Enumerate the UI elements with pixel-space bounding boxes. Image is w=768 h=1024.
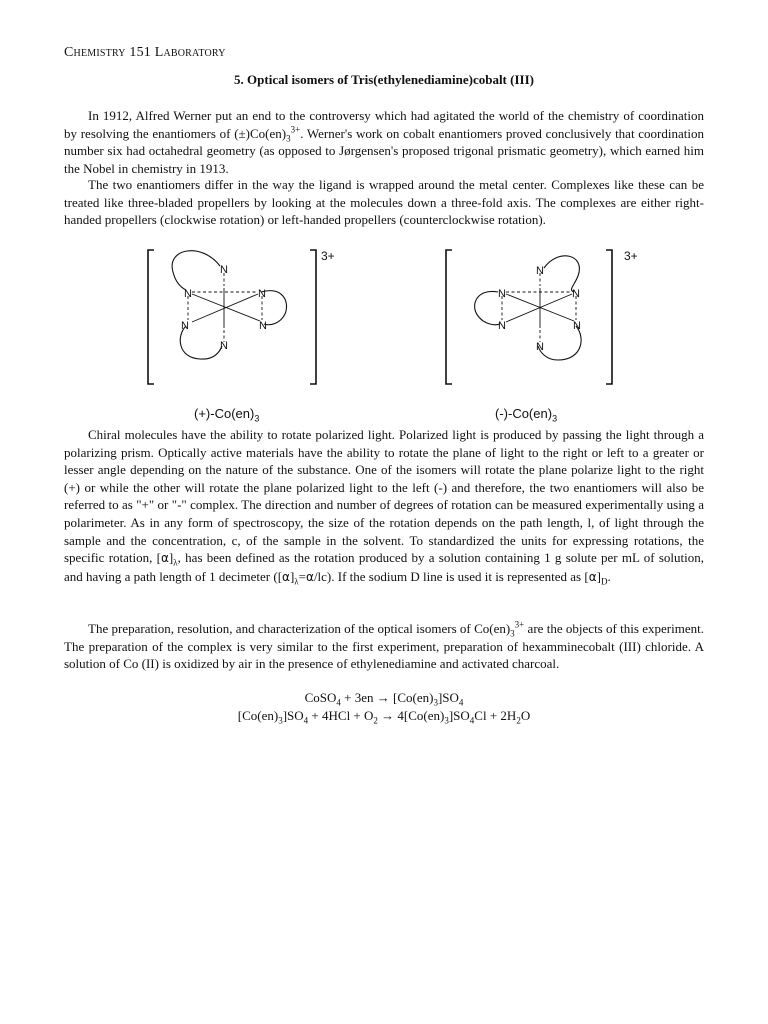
plus-enantiomer-diagram (140, 246, 350, 390)
minus-enantiomer-caption: $(-)-Co(en)_3$ (495, 406, 558, 424)
section-title: 5. Optical isomers of Tris(ethylenediamine)cobalt (III) (234, 72, 534, 87)
nitrogen-atom-label: N (220, 264, 228, 276)
left-bracket (446, 250, 452, 384)
left-bracket (148, 250, 154, 384)
nitrogen-atom-label: N (573, 320, 581, 332)
charge-label: 3+ (624, 249, 638, 263)
nitrogen-atom-label: N (498, 288, 506, 300)
charge-label: 3+ (321, 249, 335, 263)
plus-enantiomer-caption: $(+)-Co(en)_3$ (194, 406, 260, 424)
page-header: Chemistry 151 Laboratory (64, 45, 226, 60)
nitrogen-atom-label: N (258, 288, 266, 300)
chelate-ring-left (475, 291, 500, 324)
equation-2: $[Co(en)_3]SO_4 + 4HCl + O_2 \to 4[Co(en)_3]SO_4Cl + 2H_2O$ (237, 708, 531, 726)
right-bracket (606, 250, 612, 384)
nitrogen-atom-label: N (572, 288, 580, 300)
paragraph-preparation: The preparation, resolution, and characterization of the optical isomers of $Co(en)_3^{3+}$ are the objects of this experiment. The preparation of the complex is very similar to the first experiment, preparation of hexamminecobalt (III) chloride. A solution of Co (II) is oxidized by air in the presence of ethylenediamine and activated charcoal. (64, 619, 704, 672)
nitrogen-atom-label: N (181, 320, 189, 332)
minus-enantiomer-diagram (434, 246, 654, 390)
paragraph-werner: In 1912, Alfred Werner put an end to the controversy which had agitated the world of the chemistry of coordination by resolving the enantiomers of $(\pm)Co(en)_3^{3+}$. Werner's work on cobalt enantiomers proved conclusively that coordination number six had octahedral geometry (as opposed to Jørgensen's proposed trigonal prismatic geometry), which earned him the Nobel in chemistry in 1913. (64, 108, 704, 176)
nitrogen-atom-label: N (536, 265, 544, 277)
paragraph-optical-rotation: Chiral molecules have the ability to rotate polarized light. Polarized light is produced by passing the light through a polarizing prism. Optically active materials have the ability to rotate the plane of light to the right or left to a greater or lesser angle depending on the nature of the substance. One of the isomers will rotate the plane polarize light to the right (+) or while the other will rotate the plane polarized light to the left (-) and therefore, the two enantiomers will also be referred to as "+" or "-" complex. The direction and number of degrees of rotation can be measured experimentally using a polarimeter. As in any form of spectroscopy, the size of the rotation depends on the path length, l, of light through the sample and the concentration, c, of the sample in the solvent. To standardized the units for expressing rotations, the specific rotation, $[\alpha]_\lambda$, has been defined as the rotation produced by a solution containing 1 g solute per mL of solution, and having a path length of 1 decimeter $([\alpha]_\lambda=\alpha/lc)$. If the sodium D line is used it is represented as $[\alpha]_D$. (64, 427, 704, 587)
right-bracket (310, 250, 316, 384)
nitrogen-atom-label: N (184, 288, 192, 300)
chelate-ring-top (172, 251, 220, 290)
nitrogen-atom-label: N (498, 320, 506, 332)
chelate-ring-top (544, 256, 579, 292)
nitrogen-atom-label: N (259, 320, 267, 332)
equation-1: CoSO$_4$ + $3en \to [Co(en)_3]SO_4$ (304, 690, 464, 708)
paragraph-propellers: The two enantiomers differ in the way the ligand is wrapped around the metal center. Complexes like these can be treated like three-bladed propellers by looking at the molecules down a three-fold axis. The complexes are either right-handed propellers (clockwise rotation) or left-handed propellers (counterclockwise rotation). (64, 177, 704, 228)
nitrogen-atom-label: N (536, 341, 544, 353)
nitrogen-atom-label: N (220, 340, 228, 352)
